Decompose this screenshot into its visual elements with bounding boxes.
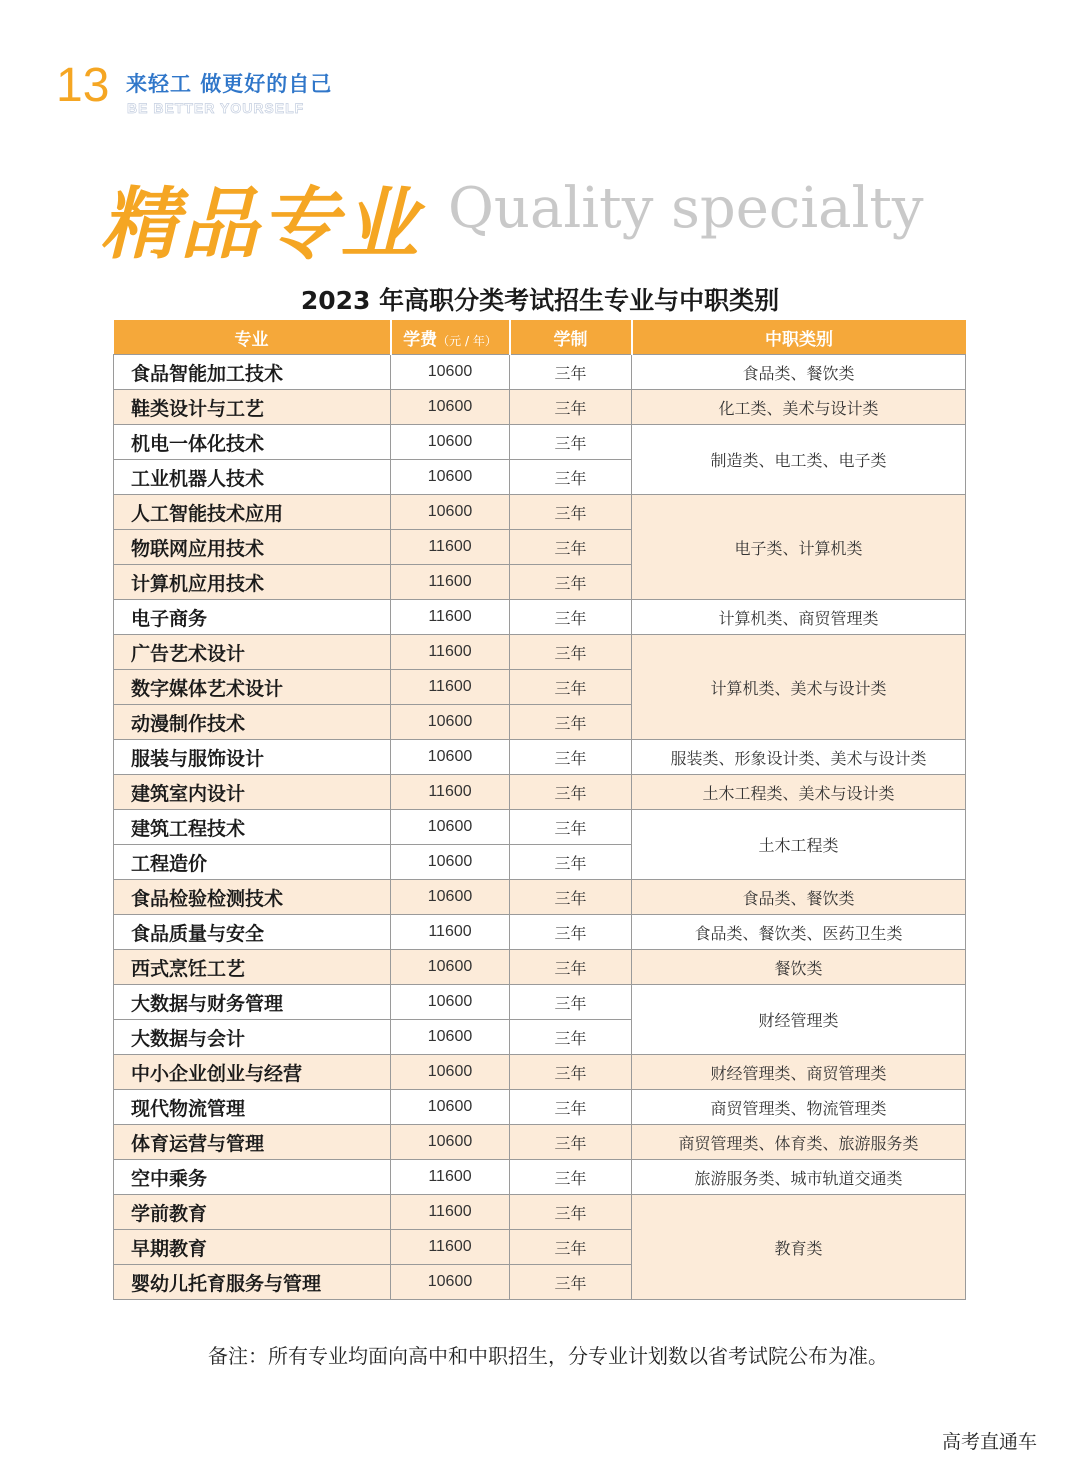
fee-cell: 11600 (391, 530, 510, 565)
major-cell: 建筑室内设计 (114, 775, 391, 810)
table-row (114, 950, 966, 985)
duration-cell: 三年 (510, 915, 632, 950)
fee-cell: 11600 (391, 915, 510, 950)
fee-cell: 10600 (391, 425, 510, 460)
fee-cell: 10600 (391, 950, 510, 985)
duration-cell: 三年 (510, 810, 632, 845)
major-cell: 体育运营与管理 (114, 1125, 391, 1160)
major-cell: 大数据与会计 (114, 1020, 391, 1055)
major-cell: 空中乘务 (114, 1160, 391, 1195)
header-major: 专业 (114, 320, 391, 355)
table-row (114, 1125, 966, 1160)
table-row (114, 425, 966, 460)
table-row (114, 810, 966, 845)
major-cell: 计算机应用技术 (114, 565, 391, 600)
table-row (114, 775, 966, 810)
category-cell: 财经管理类 (632, 985, 966, 1055)
duration-cell: 三年 (510, 950, 632, 985)
fee-cell: 10600 (391, 355, 510, 390)
duration-cell: 三年 (510, 390, 632, 425)
header-category: 中职类别 (632, 320, 966, 355)
table-row (114, 1090, 966, 1125)
major-cell: 婴幼儿托育服务与管理 (114, 1265, 391, 1300)
major-cell: 建筑工程技术 (114, 810, 391, 845)
fee-cell: 11600 (391, 565, 510, 600)
fee-cell: 10600 (391, 1055, 510, 1090)
major-cell: 食品检验检测技术 (114, 880, 391, 915)
duration-cell: 三年 (510, 1160, 632, 1195)
fee-cell: 10600 (391, 390, 510, 425)
duration-cell: 三年 (510, 495, 632, 530)
duration-cell: 三年 (510, 985, 632, 1020)
table-row (114, 915, 966, 950)
major-cell: 中小企业创业与经营 (114, 1055, 391, 1090)
duration-cell: 三年 (510, 1055, 632, 1090)
footnote: 备注：所有专业均面向高中和中职招生，分专业计划数以省考试院公布为准。 (208, 1344, 888, 1368)
major-cell: 电子商务 (114, 600, 391, 635)
major-cell: 现代物流管理 (114, 1090, 391, 1125)
fee-cell: 10600 (391, 740, 510, 775)
major-cell: 广告艺术设计 (114, 635, 391, 670)
major-cell: 大数据与财务管理 (114, 985, 391, 1020)
category-cell: 食品类、餐饮类 (632, 355, 966, 390)
duration-cell: 三年 (510, 355, 632, 390)
category-cell: 电子类、计算机类 (632, 495, 966, 600)
category-cell: 教育类 (632, 1195, 966, 1300)
duration-cell: 三年 (510, 705, 632, 740)
major-cell: 物联网应用技术 (114, 530, 391, 565)
duration-cell: 三年 (510, 1020, 632, 1055)
table-row (114, 880, 966, 915)
table-row (114, 985, 966, 1020)
major-cell: 工程造价 (114, 845, 391, 880)
fee-cell: 10600 (391, 460, 510, 495)
fee-cell: 11600 (391, 635, 510, 670)
slogan-chinese: 来轻工 做更好的自己 (126, 72, 333, 96)
duration-cell: 三年 (510, 425, 632, 460)
table-title: 2023 年高职分类考试招生专业与中职类别 (300, 286, 780, 315)
category-cell: 商贸管理类、物流管理类 (632, 1090, 966, 1125)
major-cell: 服装与服饰设计 (114, 740, 391, 775)
fee-cell: 10600 (391, 810, 510, 845)
header-fee-label: 学费 (403, 329, 438, 350)
duration-cell: 三年 (510, 635, 632, 670)
majors-table (113, 320, 966, 1300)
header-fee (391, 320, 510, 355)
fee-cell: 11600 (391, 1160, 510, 1195)
duration-cell: 三年 (510, 1125, 632, 1160)
duration-cell: 三年 (510, 565, 632, 600)
major-cell: 学前教育 (114, 1195, 391, 1230)
table-row (114, 600, 966, 635)
fee-cell: 10600 (391, 705, 510, 740)
category-cell: 土木工程类 (632, 810, 966, 880)
fee-cell: 10600 (391, 880, 510, 915)
table-row (114, 1160, 966, 1195)
duration-cell: 三年 (510, 1195, 632, 1230)
table-body (114, 355, 966, 1300)
major-cell: 食品质量与安全 (114, 915, 391, 950)
header-duration: 学制 (510, 320, 632, 355)
section-title: 精品专业 (100, 180, 421, 270)
fee-cell: 11600 (391, 600, 510, 635)
duration-cell: 三年 (510, 880, 632, 915)
duration-cell: 三年 (510, 1090, 632, 1125)
table-header-row (114, 320, 966, 355)
duration-cell: 三年 (510, 1230, 632, 1265)
duration-cell: 三年 (510, 775, 632, 810)
major-cell: 食品智能加工技术 (114, 355, 391, 390)
fee-cell: 10600 (391, 1265, 510, 1300)
fee-cell: 11600 (391, 1195, 510, 1230)
category-cell: 制造类、电工类、电子类 (632, 425, 966, 495)
table-row (114, 495, 966, 530)
fee-cell: 10600 (391, 1125, 510, 1160)
table-row (114, 1055, 966, 1090)
category-cell: 土木工程类、美术与设计类 (632, 775, 966, 810)
category-cell: 计算机类、商贸管理类 (632, 600, 966, 635)
table-row (114, 1195, 966, 1230)
fee-cell: 10600 (391, 985, 510, 1020)
major-cell: 西式烹饪工艺 (114, 950, 391, 985)
category-cell: 旅游服务类、城市轨道交通类 (632, 1160, 966, 1195)
duration-cell: 三年 (510, 530, 632, 565)
slogan-english: BE BETTER YOURSELF (127, 100, 305, 116)
fee-cell: 11600 (391, 775, 510, 810)
category-cell: 计算机类、美术与设计类 (632, 635, 966, 740)
category-cell: 食品类、餐饮类、医药卫生类 (632, 915, 966, 950)
duration-cell: 三年 (510, 845, 632, 880)
watermark: 高考直通车 (942, 1431, 1038, 1453)
major-cell: 机电一体化技术 (114, 425, 391, 460)
table-row (114, 635, 966, 670)
category-cell: 化工类、美术与设计类 (632, 390, 966, 425)
fee-cell: 11600 (391, 1230, 510, 1265)
major-cell: 动漫制作技术 (114, 705, 391, 740)
major-cell: 工业机器人技术 (114, 460, 391, 495)
major-cell: 鞋类设计与工艺 (114, 390, 391, 425)
section-title-english: Quality specialty (448, 176, 924, 241)
fee-cell: 10600 (391, 1020, 510, 1055)
duration-cell: 三年 (510, 670, 632, 705)
header-fee-unit: （元 / 年） (437, 333, 497, 348)
table-row (114, 390, 966, 425)
page-number: 13 (56, 59, 110, 112)
category-cell: 餐饮类 (632, 950, 966, 985)
fee-cell: 10600 (391, 845, 510, 880)
category-cell: 商贸管理类、体育类、旅游服务类 (632, 1125, 966, 1160)
duration-cell: 三年 (510, 1265, 632, 1300)
major-cell: 数字媒体艺术设计 (114, 670, 391, 705)
major-cell: 早期教育 (114, 1230, 391, 1265)
duration-cell: 三年 (510, 740, 632, 775)
fee-cell: 11600 (391, 670, 510, 705)
fee-cell: 10600 (391, 495, 510, 530)
table-row (114, 740, 966, 775)
table-row (114, 355, 966, 390)
category-cell: 食品类、餐饮类 (632, 880, 966, 915)
category-cell: 财经管理类、商贸管理类 (632, 1055, 966, 1090)
duration-cell: 三年 (510, 460, 632, 495)
category-cell: 服装类、形象设计类、美术与设计类 (632, 740, 966, 775)
fee-cell: 10600 (391, 1090, 510, 1125)
duration-cell: 三年 (510, 600, 632, 635)
major-cell: 人工智能技术应用 (114, 495, 391, 530)
